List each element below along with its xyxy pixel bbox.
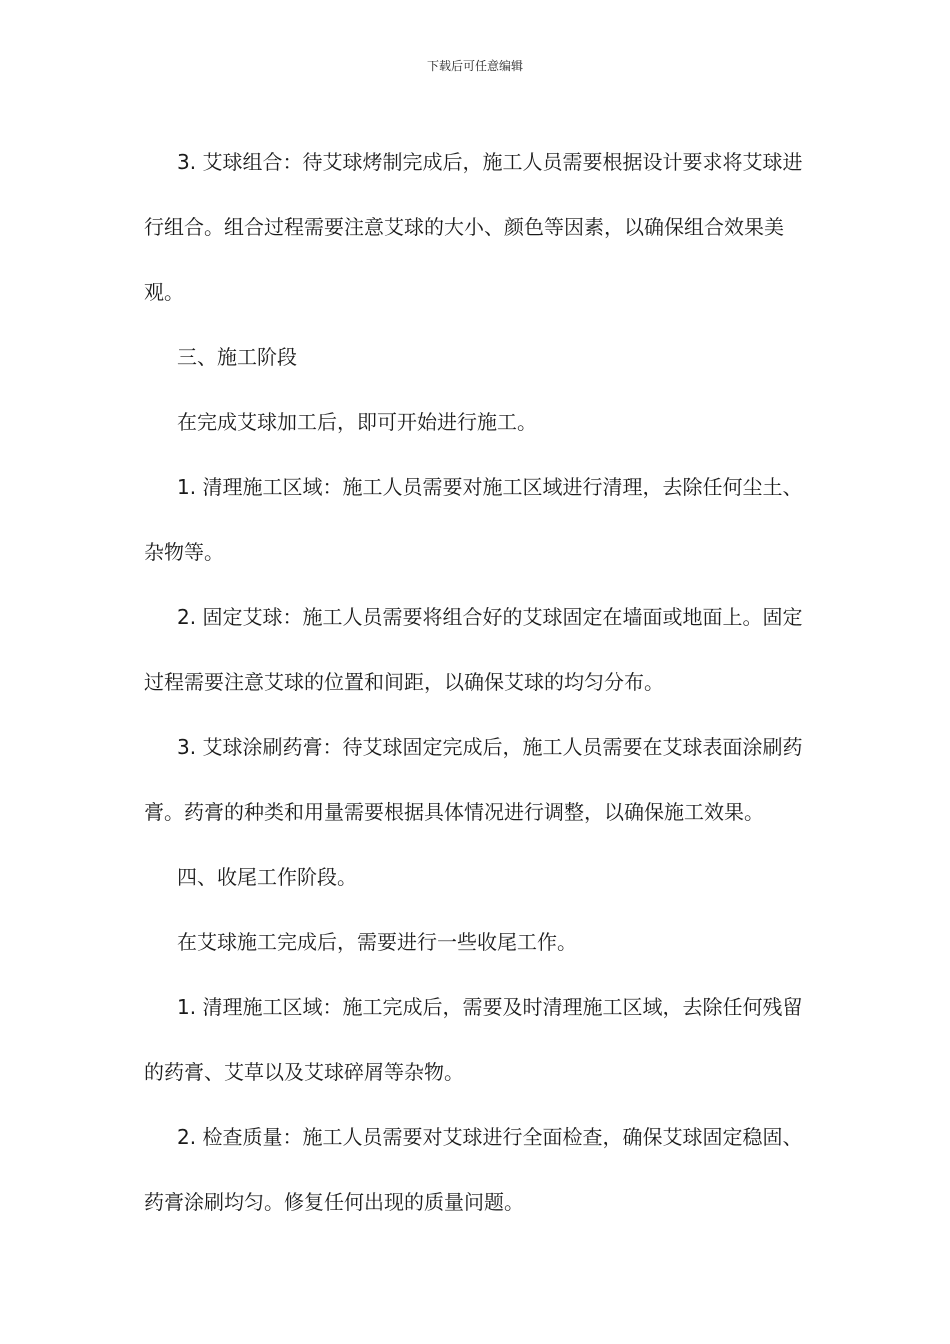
page-header: 下载后可任意编辑	[426, 59, 523, 73]
paragraph-clean-area: 1. 清理施工区域：施工人员需要对施工区域进行清理，去除任何尘土、杂物等。	[144, 475, 803, 564]
paragraph-construction-intro: 在完成艾球加工后，即可开始进行施工。	[177, 410, 537, 434]
paragraph-ai-ball-assembly: 3. 艾球组合：待艾球烤制完成后，施工人员需要根据设计要求将艾球进行组合。组合过程需要注意艾球的大小、颜色等因素，以确保组合效果美观。	[144, 150, 803, 304]
paragraph-finishing-intro: 在艾球施工完成后，需要进行一些收尾工作。	[177, 930, 577, 954]
section-heading-finishing-stage: 四、收尾工作阶段。	[177, 865, 357, 889]
section-heading-construction-stage: 三、施工阶段	[177, 345, 297, 369]
document-body	[144, 130, 820, 1235]
paragraph-fix-ai-ball: 2. 固定艾球：施工人员需要将组合好的艾球固定在墙面或地面上。固定过程需要注意艾球的位置和间距，以确保艾球的均匀分布。	[144, 605, 803, 694]
paragraph-final-cleanup: 1. 清理施工区域：施工完成后，需要及时清理施工区域，去除任何残留的药膏、艾草以及艾球碎屑等杂物。	[144, 995, 803, 1084]
paragraph-apply-ointment: 3. 艾球涂刷药膏：待艾球固定完成后，施工人员需要在艾球表面涂刷药膏。药膏的种类和用量需要根据具体情况进行调整，以确保施工效果。	[144, 735, 803, 824]
paragraph-quality-check: 2. 检查质量：施工人员需要对艾球进行全面检查，确保艾球固定稳固、药膏涂刷均匀。修复任何出现的质量问题。	[144, 1125, 803, 1214]
